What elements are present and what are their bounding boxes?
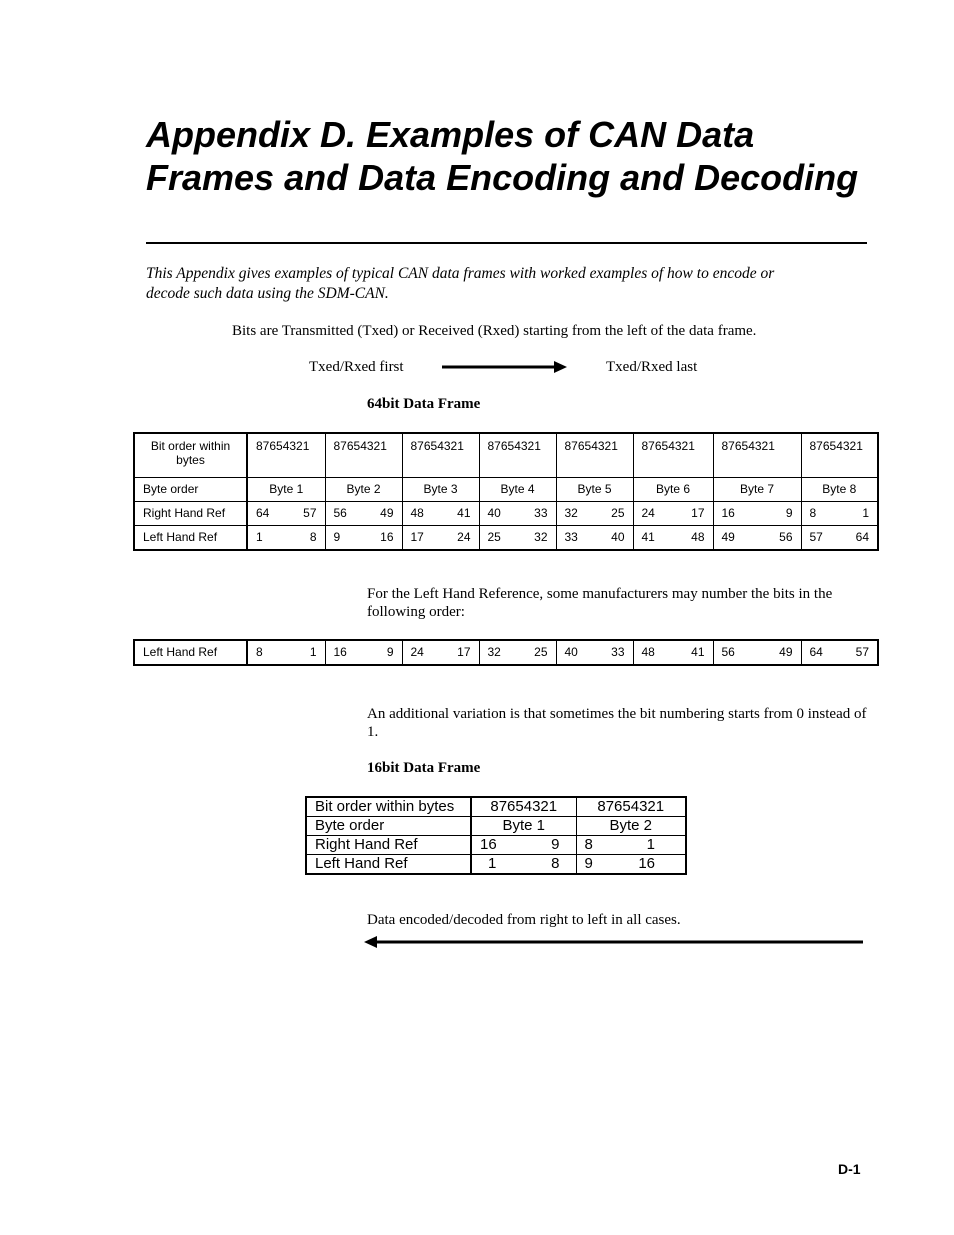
bit-order-cell: 87654321 [402, 433, 479, 478]
bit-range-cell [801, 526, 878, 551]
range-end: 1 [646, 836, 655, 853]
range-start: 40 [487, 506, 501, 520]
bit-range-cell [247, 526, 325, 551]
range-end: 64 [855, 530, 869, 544]
alt-left-hand-table [133, 639, 879, 666]
range-start: 24 [641, 506, 655, 520]
bit-order-cell: 87654321 [633, 433, 713, 478]
bit-range-cell [556, 640, 633, 665]
range-end: 33 [611, 645, 625, 659]
bit-range-cell [713, 640, 801, 665]
byte-order-row [134, 478, 878, 502]
range-end: 32 [534, 530, 548, 544]
bit-range-cell [402, 640, 479, 665]
bit-range-cell [479, 526, 556, 551]
bit-order-row [134, 433, 878, 478]
range-start: 40 [564, 645, 578, 659]
range-end: 41 [457, 506, 471, 520]
range-end: 8 [309, 530, 317, 544]
bit-order-cell: 87654321 [801, 433, 878, 478]
frame64-heading: 64bit Data Frame [367, 396, 481, 412]
bit-range-cell [633, 502, 713, 526]
range-start: 41 [641, 530, 655, 544]
bit-range-cell [402, 502, 479, 526]
range-start: 25 [487, 530, 501, 544]
right-hand-ref-label: Right Hand Ref [306, 836, 471, 855]
range-start: 56 [721, 645, 735, 659]
range-start: 1 [256, 530, 263, 544]
range-end: 16 [638, 855, 655, 872]
range-end: 1 [862, 506, 869, 520]
right-hand-ref-row [306, 836, 686, 855]
range-end: 25 [534, 645, 548, 659]
range-end: 40 [611, 530, 625, 544]
range-end: 16 [380, 530, 394, 544]
range-end: 57 [303, 506, 317, 520]
range-start: 1 [488, 855, 497, 872]
bit-range-cell [479, 502, 556, 526]
bit-range-cell [801, 502, 878, 526]
bit-range-cell [325, 640, 402, 665]
range-start: 16 [721, 506, 735, 520]
alt-left-hand-label: Left Hand Ref [134, 640, 247, 665]
range-end: 49 [779, 645, 793, 659]
range-start: 64 [256, 506, 270, 520]
bit-range-cell [471, 836, 576, 855]
bit-range-cell [325, 526, 402, 551]
byte-cell: Byte 1 [247, 478, 325, 502]
byte-cell: Byte 8 [801, 478, 878, 502]
range-start: 48 [410, 506, 424, 520]
bit-order-cell: 87654321 [479, 433, 556, 478]
range-end: 8 [551, 855, 560, 872]
range-start: 49 [721, 530, 735, 544]
alt-numbering-note: For the Left Hand Reference, some manufacturers may number the bits in the following order: [367, 586, 833, 620]
range-start: 8 [809, 506, 817, 520]
range-start: 48 [641, 645, 655, 659]
range-start: 16 [480, 836, 497, 853]
left-hand-ref-row [134, 526, 878, 551]
alt-left-hand-row [134, 640, 878, 665]
title-divider [146, 242, 867, 244]
byte-cell: Byte 7 [713, 478, 801, 502]
byte-cell: Byte 2 [576, 817, 686, 836]
frame64-table [133, 432, 879, 551]
byte-order-label: Byte order [306, 817, 471, 836]
left-hand-ref-label: Left Hand Ref [306, 855, 471, 875]
range-end: 33 [534, 506, 548, 520]
bit-range-cell [801, 640, 878, 665]
bit-range-cell [479, 640, 556, 665]
tx-first-label: Txed/Rxed first [309, 359, 404, 375]
range-start: 24 [410, 645, 424, 659]
direction-note: Data encoded/decoded from right to left in all cases. [367, 912, 681, 928]
range-end: 9 [785, 506, 793, 520]
left-arrow-icon [364, 935, 864, 949]
range-end: 9 [551, 836, 560, 853]
range-start: 57 [809, 530, 823, 544]
range-end: 56 [779, 530, 793, 544]
bit-range-cell [556, 526, 633, 551]
range-end: 24 [457, 530, 471, 544]
left-hand-ref-label: Left Hand Ref [134, 526, 247, 551]
bit-order-cell: 87654321 [713, 433, 801, 478]
bit-order-label: Bit order within bytes [134, 433, 247, 478]
range-start: 32 [487, 645, 501, 659]
range-end: 17 [457, 645, 471, 659]
bit-order-label: Bit order within bytes [306, 797, 471, 817]
intro-paragraph: This Appendix gives examples of typical CAN data frames with worked examples of how to encode or decode such data using the SDM-CAN. [146, 265, 775, 302]
range-end: 17 [691, 506, 705, 520]
byte-order-row [306, 817, 686, 836]
transmission-note: Bits are Transmitted (Txed) or Received (Rxed) starting from the left of the data frame. [232, 323, 757, 339]
byte-cell: Byte 2 [325, 478, 402, 502]
range-start: 64 [809, 645, 823, 659]
bit-range-cell [325, 502, 402, 526]
range-end: 1 [309, 645, 317, 659]
range-start: 32 [564, 506, 578, 520]
left-hand-ref-row [306, 855, 686, 875]
range-start: 33 [564, 530, 578, 544]
byte-cell: Byte 5 [556, 478, 633, 502]
bit-range-cell [576, 836, 686, 855]
bit-range-cell [633, 526, 713, 551]
range-start: 8 [584, 836, 593, 853]
variation-note: An additional variation is that sometimes the bit numbering starts from 0 instead of 1. [367, 706, 867, 740]
bit-range-cell [471, 855, 576, 875]
page-title: Appendix D. Examples of CAN Data Frames and Data Encoding and Decoding [146, 114, 859, 198]
bit-range-cell [576, 855, 686, 875]
range-start: 16 [333, 645, 347, 659]
range-end: 48 [691, 530, 705, 544]
bit-order-cell: 87654321 [325, 433, 402, 478]
range-end: 9 [386, 645, 394, 659]
bit-range-cell [556, 502, 633, 526]
range-end: 57 [855, 645, 869, 659]
range-start: 8 [256, 645, 263, 659]
bit-order-cell: 87654321 [247, 433, 325, 478]
bit-range-cell [713, 526, 801, 551]
right-hand-ref-row [134, 502, 878, 526]
bit-order-cell: 87654321 [576, 797, 686, 817]
byte-cell: Byte 6 [633, 478, 713, 502]
bit-range-cell [402, 526, 479, 551]
page-number: D-1 [838, 1161, 861, 1177]
byte-order-label: Byte order [134, 478, 247, 502]
bit-order-cell: 87654321 [471, 797, 576, 817]
right-arrow-icon [442, 361, 568, 373]
bit-range-cell [713, 502, 801, 526]
range-end: 49 [380, 506, 394, 520]
bit-order-row [306, 797, 686, 817]
range-end: 25 [611, 506, 625, 520]
range-start: 56 [333, 506, 347, 520]
frame16-heading: 16bit Data Frame [367, 760, 481, 776]
byte-cell: Byte 4 [479, 478, 556, 502]
range-start: 17 [410, 530, 424, 544]
frame16-table [305, 796, 687, 875]
byte-cell: Byte 1 [471, 817, 576, 836]
byte-cell: Byte 3 [402, 478, 479, 502]
bit-order-cell: 87654321 [556, 433, 633, 478]
range-end: 41 [691, 645, 705, 659]
tx-last-label: Txed/Rxed last [606, 359, 698, 375]
bit-range-cell [247, 640, 325, 665]
bit-range-cell [247, 502, 325, 526]
right-hand-ref-label: Right Hand Ref [134, 502, 247, 526]
range-start: 9 [333, 530, 341, 544]
range-start: 9 [584, 855, 593, 872]
bit-range-cell [633, 640, 713, 665]
